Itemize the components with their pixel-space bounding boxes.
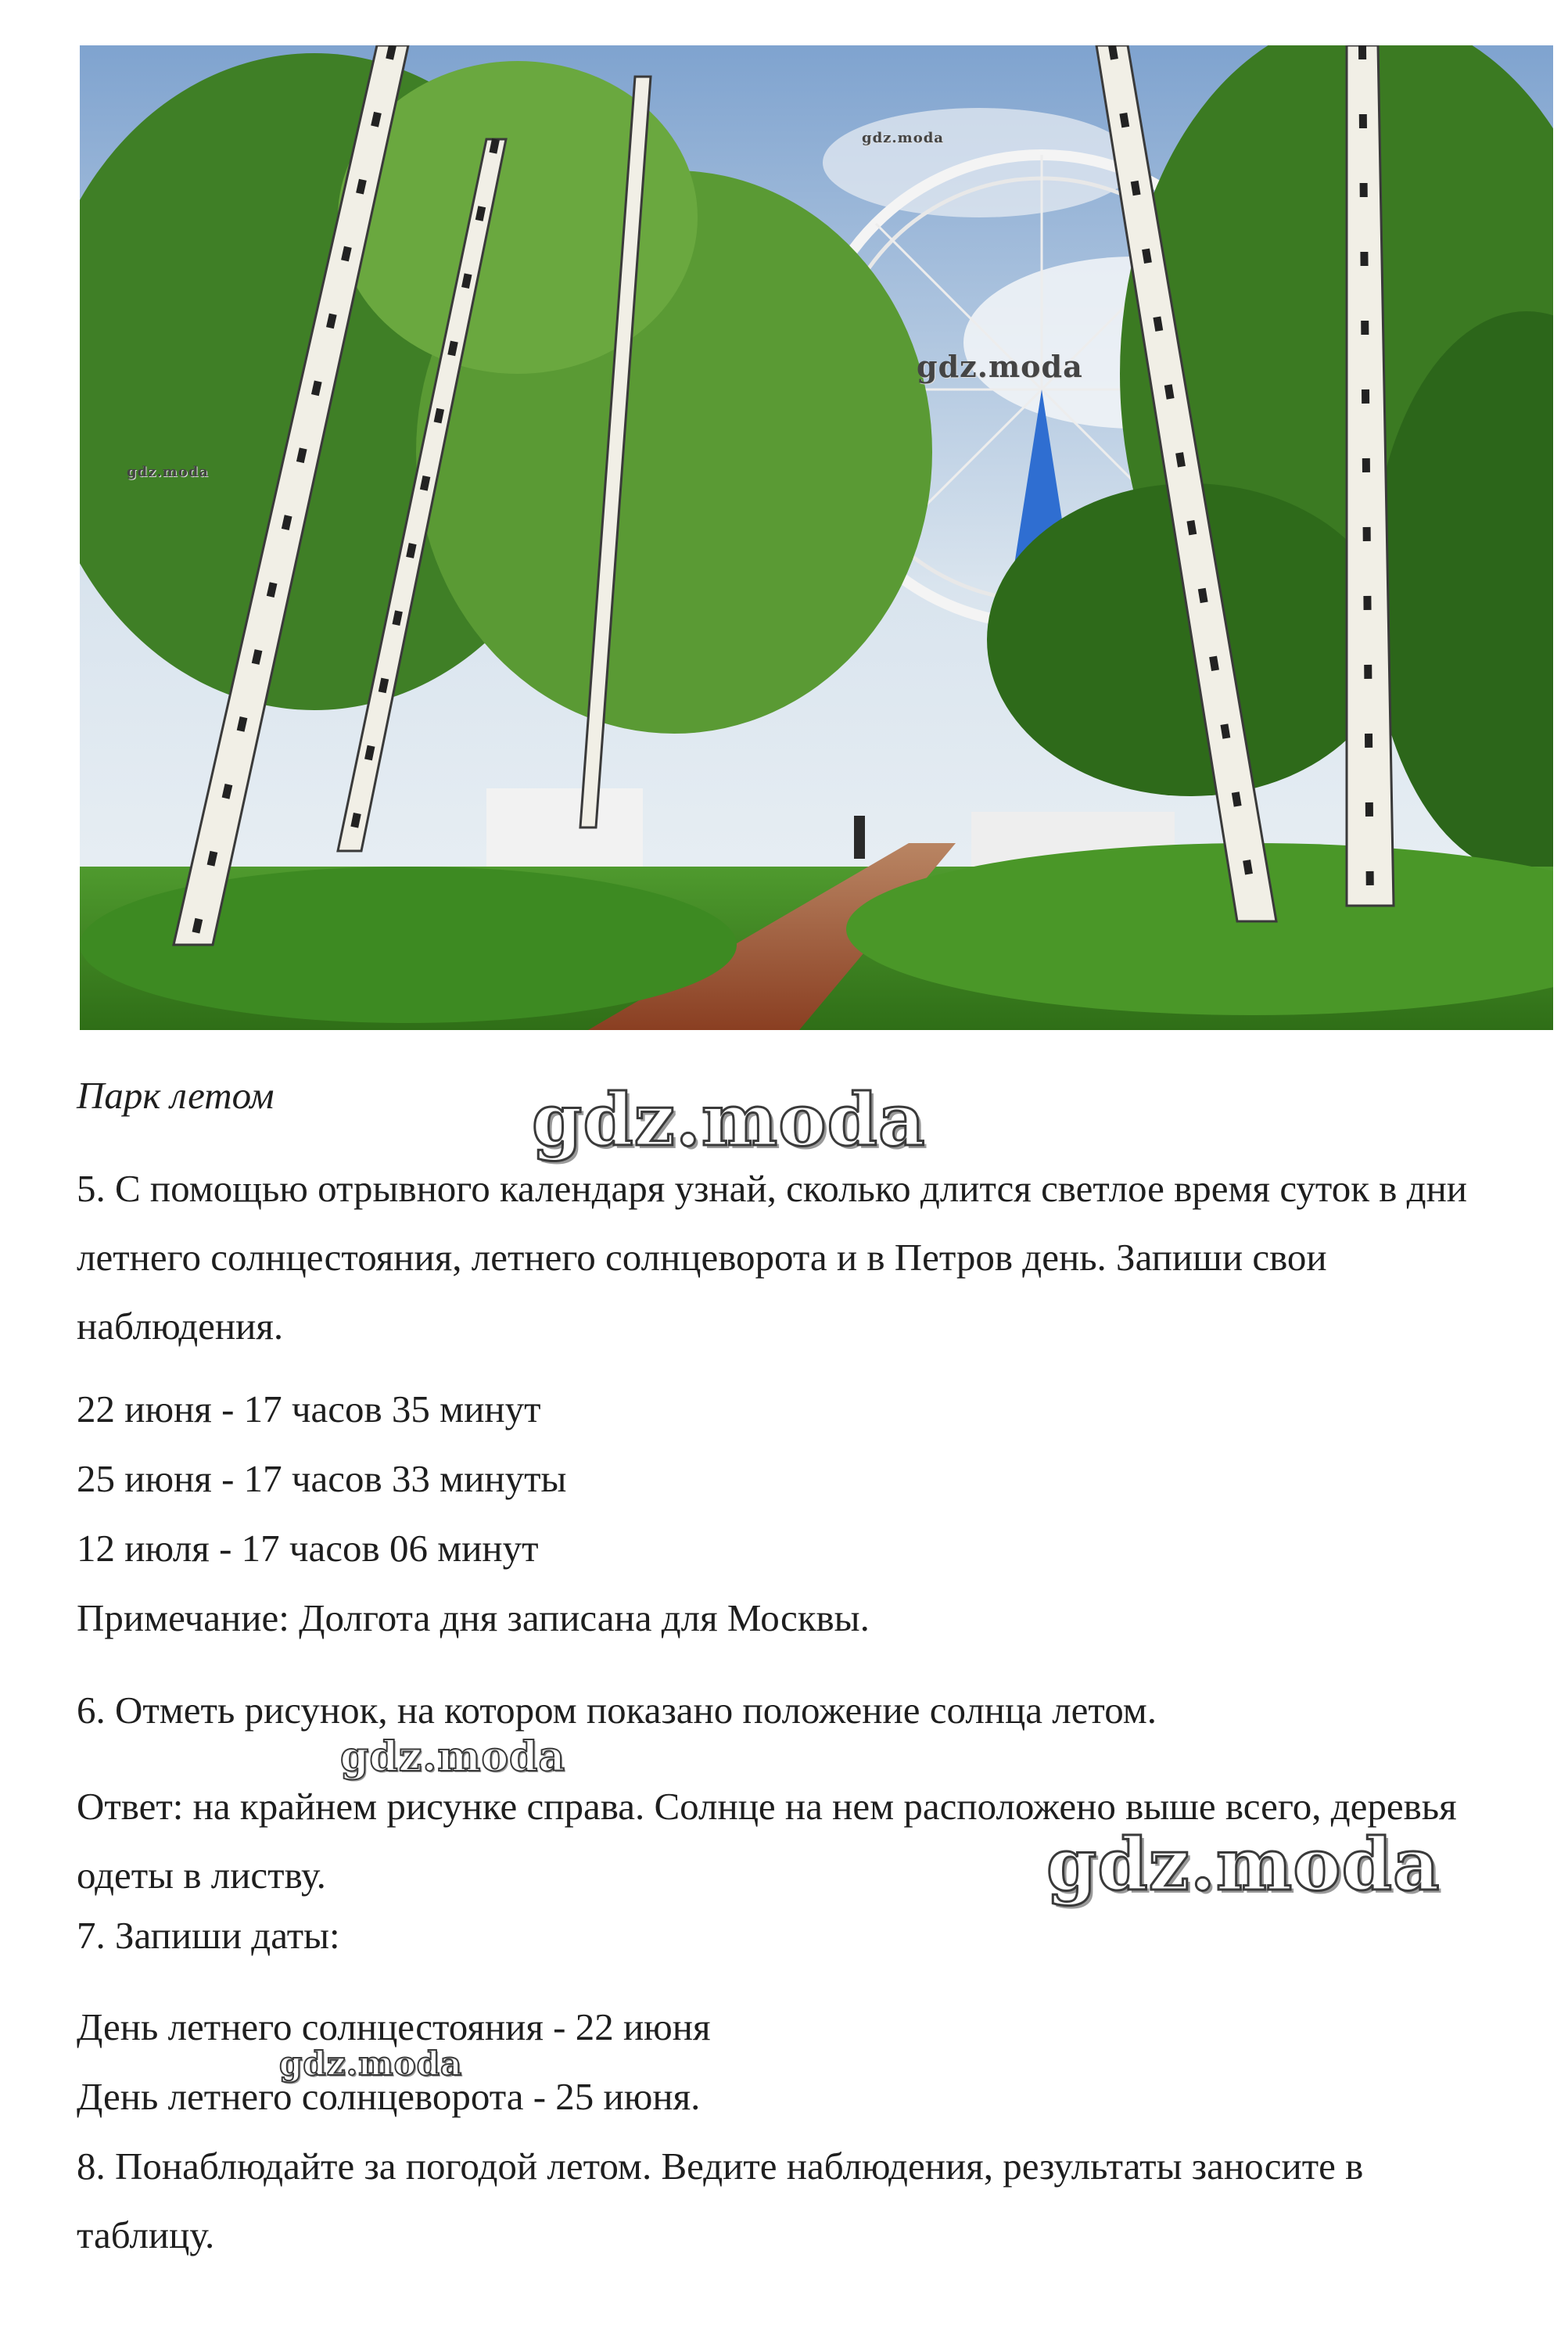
task7-line-1: День летнего солнцестояния - 22 июня bbox=[77, 2005, 711, 2048]
task7-line-2: День летнего солнцеворота - 25 июня. bbox=[77, 2075, 701, 2118]
task5-answer-2: 25 июня - 17 часов 33 минуты bbox=[77, 1457, 567, 1500]
watermark-top: gdz.moda bbox=[532, 1078, 926, 1162]
task6-answer: Ответ: на крайнем рисунке справа. Солнце на нем расположено выше всего, деревья одеты в листву. bbox=[77, 1785, 1457, 1897]
photo-watermark-center: gdz.moda bbox=[917, 349, 1083, 384]
task6-text: 6. Отметь рисунок, на котором показано положение солнца летом. bbox=[77, 1689, 1157, 1732]
photo-caption: Парк летом bbox=[77, 1074, 274, 1117]
watermark-right: gdz.moda bbox=[1046, 1822, 1441, 1907]
task7-text: 7. Запиши даты: bbox=[77, 1914, 340, 1957]
task5-note: Примечание: Долгота дня записана для Москвы. bbox=[77, 1596, 870, 1639]
photo-watermark-left: gdz.moda bbox=[127, 464, 209, 480]
task8-text: 8. Понаблюдайте за погодой летом. Ведите наблюдения, результаты заносите в таблицу. bbox=[77, 2145, 1364, 2256]
park-illustration bbox=[80, 45, 1553, 1030]
watermark-middle: gdz.moda bbox=[340, 1733, 566, 1781]
photo-watermark-top: gdz.moda bbox=[862, 130, 944, 146]
task5-answer-1: 22 июня - 17 часов 35 минут bbox=[77, 1387, 541, 1430]
task5-text: 5. С помощью отрывного календаря узнай, сколько длится светлое время суток в дни летнего солнцестояния, летнего солнцеворота и в Петров день. Запиши свои наблюдения. bbox=[77, 1167, 1468, 1348]
task5-answer-3: 12 июля - 17 часов 06 минут bbox=[77, 1527, 539, 1570]
park-photo bbox=[80, 45, 1553, 1030]
watermark-bottom: gdz.moda bbox=[279, 2044, 463, 2083]
